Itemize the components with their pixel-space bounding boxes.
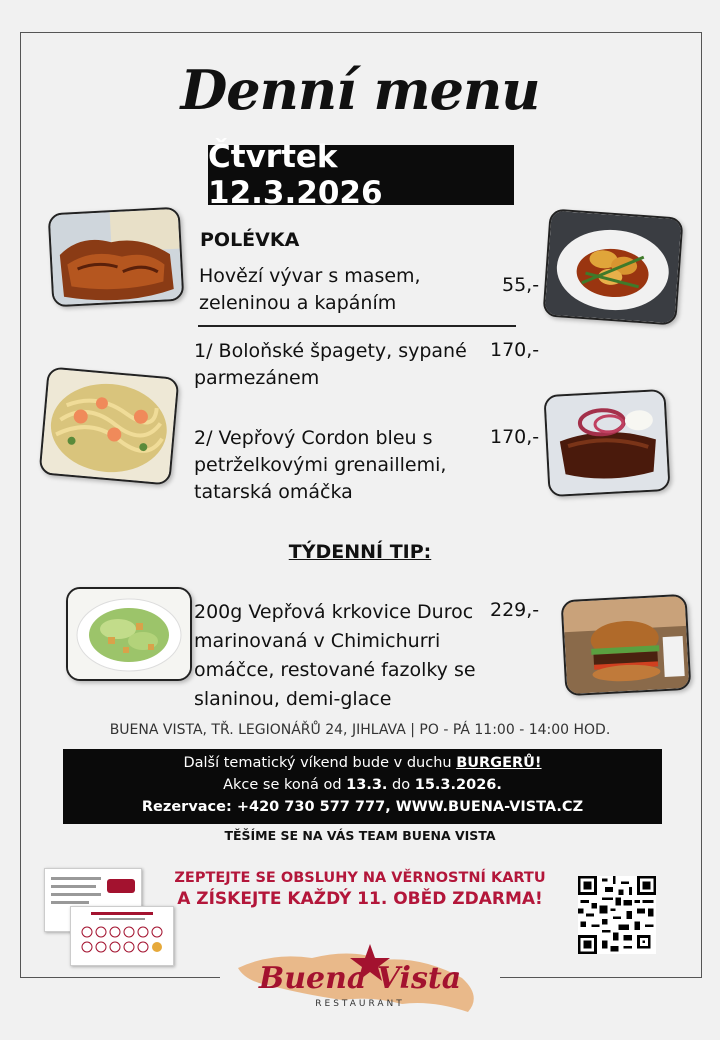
promo-l1-bold: BURGERŮ! [456, 755, 542, 771]
main-1-line-2: parmezánem [194, 367, 320, 389]
main-dish-2 [194, 425, 446, 506]
promo-l2-text: Akce se koná od [223, 777, 347, 793]
soup-line-1: Hovězí vývar s masem, [199, 265, 421, 287]
soup-description [199, 263, 421, 317]
loyalty-line-1: ZEPTEJTE SE OBSLUHY NA VĚRNOSTNÍ KARTU [174, 870, 546, 886]
promo-reservation: Rezervace: +420 730 577 777, WWW.BUENA-VISTA.CZ [141, 799, 584, 815]
photo-shrimp-pasta [39, 366, 180, 485]
loyalty-message [150, 870, 570, 909]
promo-l2-mid: do [387, 777, 415, 793]
main-dish-1 [194, 338, 467, 392]
logo-name: Buena Vista [258, 961, 462, 996]
date-banner [208, 139, 514, 211]
address-hours: BUENA VISTA, TŘ. LEGIONÁŘŮ 24, JIHLAVA | PO - PÁ 11:00 - 14:00 HOD. [109, 722, 611, 738]
tip-line-3: omáčce, restované fazolky se [194, 659, 476, 681]
soup-price: 55,- [502, 274, 540, 296]
team-signature: TĚŠÍME SE NA VÁS TEAM BUENA VISTA [224, 828, 496, 843]
promo-banner [63, 749, 662, 824]
promo-l1-text: Další tematický víkend bude v duchu [183, 755, 457, 771]
main-2-price: 170,- [490, 426, 540, 448]
divider [198, 325, 516, 327]
promo-to-date: 15.3.2026. [414, 777, 502, 793]
date-text: Čtvrtek 12.3.2026 [208, 139, 383, 211]
photo-ribs [543, 389, 670, 497]
soup-heading: POLÉVKA [200, 229, 300, 251]
logo-sub: RESTAURANT [315, 999, 405, 1009]
promo-from-date: 13.3. [346, 777, 388, 793]
photo-caesar-salad [66, 587, 192, 681]
main-1-line-1: 1/ Boloňské špagety, sypané [194, 340, 467, 362]
soup-line-2: zeleninou a kapáním [199, 292, 397, 314]
main-1-price: 170,- [490, 339, 540, 361]
main-2-line-1: 2/ Vepřový Cordon bleu s [194, 427, 433, 449]
weekly-tip-dish [194, 598, 476, 714]
main-2-line-3: tatarská omáčka [194, 481, 353, 503]
tip-line-2: marinovaná v Chimichurri [194, 630, 441, 652]
weekly-tip-price: 229,- [490, 599, 540, 621]
loyalty-line-2: A ZÍSKEJTE KAŽDÝ 11. OBĚD ZDARMA! [177, 889, 543, 909]
photo-potatoes-dish [542, 208, 683, 325]
main-2-line-2: petrželkovými grenaillemi, [194, 454, 447, 476]
weekly-tip-heading: TÝDENNÍ TIP: [288, 541, 432, 563]
promo-line-3 [63, 796, 662, 818]
promo-line-1 [63, 752, 662, 774]
qr-code [578, 876, 656, 954]
tip-line-4: slaninou, demi-glace [194, 688, 392, 710]
buena-vista-logo [232, 938, 492, 1024]
photo-grilled-chicken [48, 207, 185, 308]
photo-burger [561, 594, 692, 696]
tip-line-1: 200g Vepřová krkovice Duroc [194, 601, 474, 623]
loyalty-card-image-front [70, 906, 174, 966]
page-title: Denní menu [180, 58, 540, 122]
promo-line-2 [63, 774, 662, 796]
